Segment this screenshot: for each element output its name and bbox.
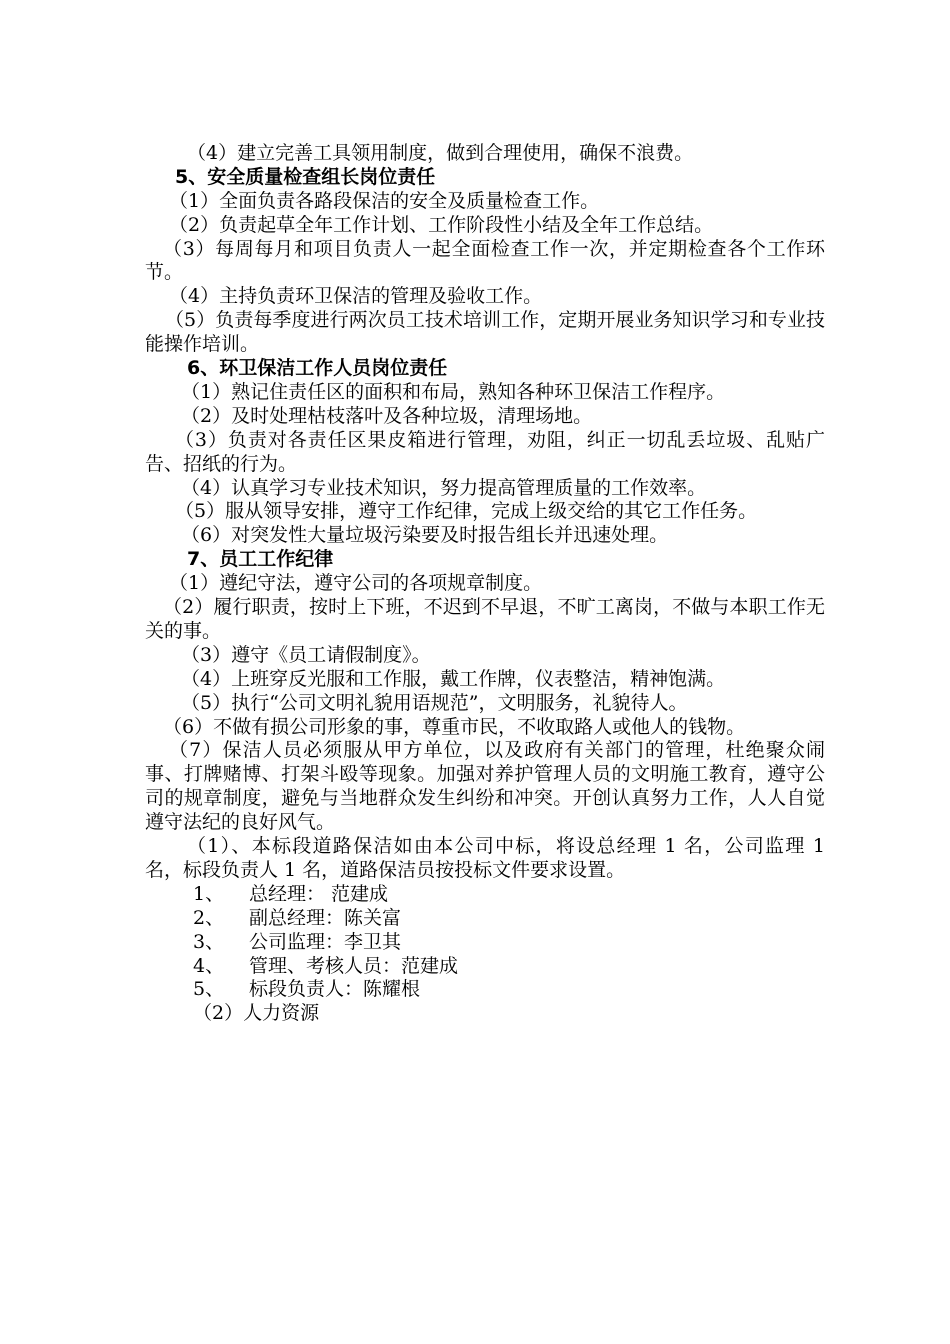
section-heading-6: 6、环卫保洁工作人员岗位责任 — [187, 357, 448, 380]
roster-item — [145, 955, 825, 979]
list-item: （1）全面负责各路段保洁的安全及质量检查工作。 — [169, 189, 600, 212]
document-body — [145, 142, 825, 1026]
list-item: （4）上班穿反光服和工作服，戴工作牌，仪表整洁，精神饱满。 — [181, 667, 726, 690]
list-item: （7）保洁人员必须服从甲方单位，以及政府有关部门的管理，杜绝聚众闹事、打牌赌博、打架斗殴等现象。加强对养护管理人员的文明施工教育，遵守公司的规章制度，避免与当地群众发生纠纷和冲突。开创认真努力工作，人人自觉遵守法纪的良好风气。 — [145, 739, 825, 834]
paragraph-tool-management: （4）建立完善工具领用制度，做到合理使用，确保不浪费。 — [187, 142, 694, 164]
list-item: （5）负责每季度进行两次员工技术培训工作，定期开展业务知识学习和专业技能操作培训。 — [145, 309, 825, 356]
list-item: （2）负责起草全年工作计划、工作阶段性小结及全年工作总结。 — [169, 213, 714, 236]
roster-number: 3、 — [193, 930, 225, 953]
roster-item — [145, 978, 825, 1002]
roster-number: 4、 — [193, 954, 225, 977]
roster-text: 公司监理：李卫其 — [249, 930, 402, 953]
list-item: （2）及时处理枯枝落叶及各种垃圾，清理场地。 — [181, 404, 593, 427]
list-item: （2）履行职责，按时上下班，不迟到不早退，不旷工离岗，不做与本职工作无关的事。 — [145, 596, 825, 642]
paragraph-organization: （1）、本标段道路保洁如由本公司中标，将设总经理 1 名，公司监理 1 名，标段负责人 1 名，道路保洁员按投标文件要求设置。 — [145, 835, 825, 881]
section-heading-human-resources: （2）人力资源 — [193, 1002, 320, 1025]
list-item: （1）熟记住责任区的面积和布局，熟知各种环卫保洁工作程序。 — [181, 380, 726, 403]
list-item: （1）遵纪守法，遵守公司的各项规章制度。 — [169, 572, 543, 595]
roster-number: 2、 — [193, 906, 225, 929]
roster-item — [145, 931, 825, 955]
roster-text: 总经理： 范建成 — [249, 882, 389, 905]
list-item: （5）执行“公司文明礼貌用语规范”，文明服务，礼貌待人。 — [181, 691, 688, 714]
list-item: （4）认真学习专业技术知识，努力提高管理质量的工作效率。 — [181, 476, 707, 499]
roster-number: 1、 — [193, 882, 225, 905]
list-item: （4）主持负责环卫保洁的管理及验收工作。 — [169, 285, 543, 308]
roster-item — [145, 883, 825, 907]
list-item: （6）对突发性大量垃圾污染要及时报告组长并迅速处理。 — [181, 524, 669, 547]
list-item: （5）服从领导安排，遵守工作纪律，完成上级交给的其它工作任务。 — [175, 500, 758, 523]
list-item: （3）遵守《员工请假制度》。 — [181, 643, 431, 666]
list-item: （3）负责对各责任区果皮箱进行管理，劝阻，纠正一切乱丢垃圾、乱贴广告、招纸的行为。 — [145, 428, 825, 475]
section-heading-7: 7、员工工作纪律 — [187, 548, 334, 571]
roster-item — [145, 907, 825, 931]
section-heading-5: 5、安全质量检查组长岗位责任 — [175, 165, 436, 188]
roster-number: 5、 — [193, 978, 225, 1001]
roster-text: 副总经理：陈关富 — [249, 906, 402, 929]
roster-text: 管理、考核人员：范建成 — [249, 954, 459, 977]
list-item: （3）每周每月和项目负责人一起全面检查工作一次，并定期检查各个工作环节。 — [145, 237, 825, 284]
roster-text: 标段负责人：陈耀根 — [249, 978, 421, 1001]
list-item: （6）不做有损公司形象的事，尊重市民，不收取路人或他人的钱物。 — [163, 715, 746, 738]
